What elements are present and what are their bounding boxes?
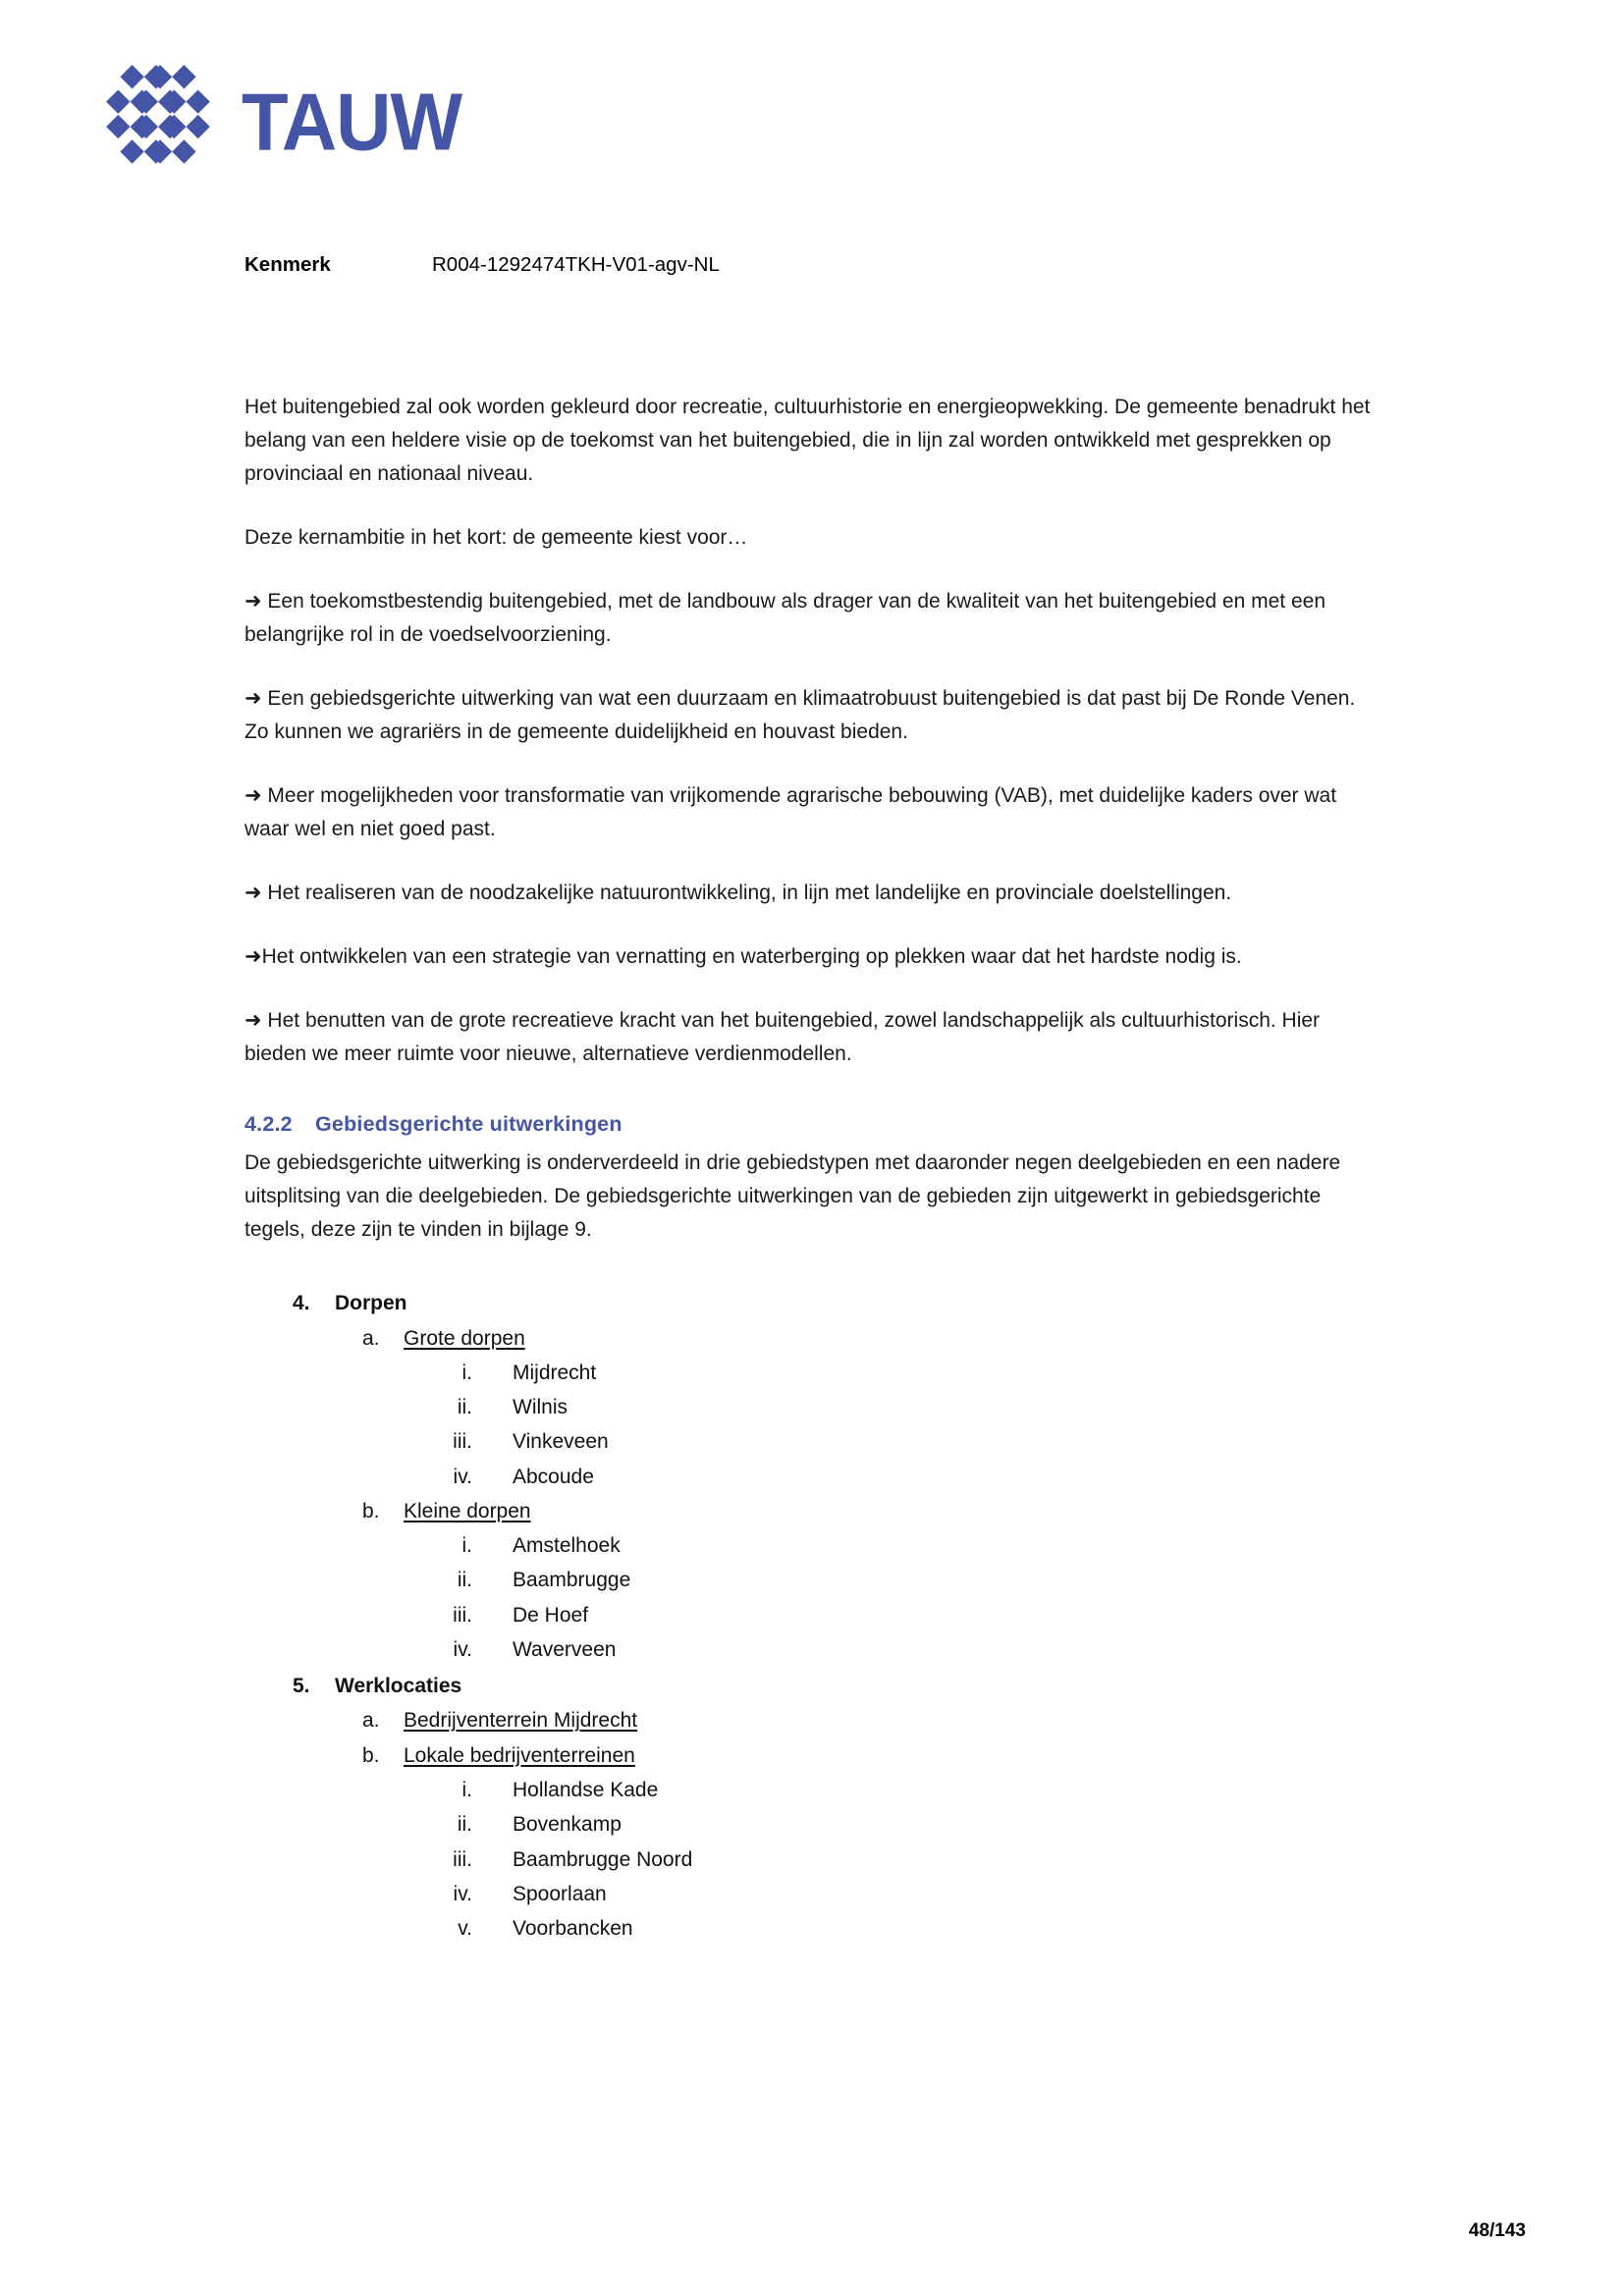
outline-item-level2 bbox=[244, 1494, 1383, 1528]
section-title: Gebiedsgerichte uitwerkingen bbox=[315, 1112, 623, 1137]
list-marker: iv. bbox=[453, 1465, 472, 1488]
outline-item-level2 bbox=[244, 1321, 1383, 1356]
outline-item-level3 bbox=[244, 1563, 1383, 1597]
list-marker: iv. bbox=[453, 1882, 472, 1905]
bullet-paragraph: ➜ Meer mogelijkheden voor transformatie van vrijkomende agrarische bebouwing (VAB), met duidelijke kaders over wat waar wel en niet goed past. bbox=[244, 784, 1337, 841]
list-marker: b. bbox=[362, 1743, 380, 1767]
brand-wordmark: TAUW bbox=[242, 76, 462, 168]
list-marker: ii. bbox=[457, 1396, 472, 1419]
outline-item-level2 bbox=[244, 1738, 1383, 1773]
outline-item-level3 bbox=[244, 1807, 1383, 1842]
outline-item-level3 bbox=[244, 1632, 1383, 1667]
outline-item-level3 bbox=[244, 1528, 1383, 1563]
kenmerk-label: Kenmerk bbox=[244, 253, 331, 276]
outline-item-level2 bbox=[244, 1703, 1383, 1737]
list-marker: b. bbox=[362, 1499, 380, 1522]
list-label: Baambrugge bbox=[513, 1569, 631, 1592]
list-marker: iii. bbox=[453, 1603, 472, 1627]
list-label: Vinkeveen bbox=[513, 1430, 609, 1454]
paragraph: Het buitengebied zal ook worden gekleurd door recreatie, cultuurhistorie en energieopwekking. De gemeente benadrukt het belang van een heldere visie op de toekomst van het buitengebied, die in lijn zal worden ontwikkeld met gesprekken op provinciaal en nationaal niveau. bbox=[244, 396, 1371, 486]
bullet-paragraph: ➜ Het benutten van de grote recreatieve kracht van het buitengebied, zowel landschappelijk als cultuurhistorisch. Hier bieden we meer ruimte voor nieuwe, alternatieve verdienmodellen. bbox=[244, 1009, 1321, 1066]
outline-item-level3 bbox=[244, 1390, 1383, 1424]
kenmerk-value: R004-1292474TKH-V01-agv-NL bbox=[432, 253, 720, 276]
list-label: Waverveen bbox=[513, 1637, 617, 1661]
list-label: Abcoude bbox=[513, 1465, 594, 1488]
outline-item-level3 bbox=[244, 1460, 1383, 1494]
list-marker: 4. bbox=[293, 1292, 310, 1315]
list-label: Bedrijventerrein Mijdrecht bbox=[404, 1709, 638, 1733]
list-label: Grote dorpen bbox=[404, 1326, 525, 1350]
bullet-paragraph: ➜ Het realiseren van de noodzakelijke natuurontwikkeling, in lijn met landelijke en provinciale doelstellingen. bbox=[244, 881, 1232, 905]
outline-item-level3 bbox=[244, 1356, 1383, 1390]
outline-item-level3 bbox=[244, 1911, 1383, 1946]
bullet-paragraph: ➜Het ontwikkelen van een strategie van vernatting en waterberging op plekken waar dat het hardste nodig is. bbox=[244, 945, 1242, 969]
page-number: 48/143 bbox=[1468, 2220, 1526, 2241]
tauw-lattice-logo-icon bbox=[98, 65, 218, 179]
list-marker: i. bbox=[461, 1778, 472, 1801]
list-marker: a. bbox=[362, 1709, 380, 1733]
list-marker: v. bbox=[458, 1917, 472, 1941]
list-marker: 5. bbox=[293, 1675, 310, 1698]
list-marker: a. bbox=[362, 1326, 380, 1350]
list-marker: iii. bbox=[453, 1430, 472, 1454]
bullet-paragraph: ➜ Een gebiedsgerichte uitwerking van wat een duurzaam en klimaatrobuust buitengebied is dat past bij De Ronde Venen. Zo kunnen we agrariërs in de gemeente duidelijkheid en houvast bieden. bbox=[244, 687, 1356, 744]
list-label: Hollandse Kade bbox=[513, 1778, 659, 1801]
outline-item-level1 bbox=[244, 1669, 1383, 1703]
list-label: Kleine dorpen bbox=[404, 1499, 531, 1522]
outline-item-level1 bbox=[244, 1286, 1383, 1320]
outline-item-level3 bbox=[244, 1424, 1383, 1459]
list-label: Bovenkamp bbox=[513, 1813, 622, 1837]
list-label: Dorpen bbox=[335, 1292, 407, 1315]
list-label: De Hoef bbox=[513, 1603, 589, 1627]
section-number: 4.2.2 bbox=[244, 1112, 293, 1137]
document-body bbox=[244, 391, 1383, 1946]
section-heading bbox=[244, 1112, 1383, 1137]
list-marker: iv. bbox=[453, 1637, 472, 1661]
kenmerk-row bbox=[244, 253, 720, 278]
outline-item-level3 bbox=[244, 1877, 1383, 1911]
brand-logo bbox=[98, 65, 461, 179]
list-marker: ii. bbox=[457, 1569, 472, 1592]
list-label: Spoorlaan bbox=[513, 1882, 607, 1905]
list-marker: i. bbox=[461, 1361, 472, 1384]
section-intro-paragraph: De gebiedsgerichte uitwerking is onderverdeeld in drie gebiedstypen met daaronder negen deelgebieden en een nadere uitsplitsing van die deelgebieden. De gebiedsgerichte uitwerkingen van de gebieden zijn uitgewerkt in gebiedsgerichte tegels, deze zijn te vinden in bijlage 9. bbox=[244, 1151, 1341, 1242]
bullet-paragraph: ➜ Een toekomstbestendig buitengebied, met de landbouw als drager van de kwaliteit van het buitengebied en met een belangrijke rol in de voedselvoorziening. bbox=[244, 590, 1326, 647]
list-marker: ii. bbox=[457, 1813, 472, 1837]
outline-item-level3 bbox=[244, 1773, 1383, 1807]
list-label: Amstelhoek bbox=[513, 1534, 621, 1558]
list-label: Lokale bedrijventerreinen bbox=[404, 1743, 635, 1767]
list-label: Wilnis bbox=[513, 1396, 568, 1419]
list-label: Voorbancken bbox=[513, 1917, 633, 1941]
paragraph: Deze kernambitie in het kort: de gemeente kiest voor… bbox=[244, 526, 748, 550]
list-marker: i. bbox=[461, 1534, 472, 1558]
list-label: Mijdrecht bbox=[513, 1361, 597, 1384]
outline-item-level3 bbox=[244, 1598, 1383, 1632]
list-marker: iii. bbox=[453, 1847, 472, 1871]
list-label: Baambrugge Noord bbox=[513, 1847, 693, 1871]
list-label: Werklocaties bbox=[335, 1675, 462, 1698]
outline-item-level3 bbox=[244, 1842, 1383, 1877]
outline-list bbox=[244, 1286, 1383, 1946]
